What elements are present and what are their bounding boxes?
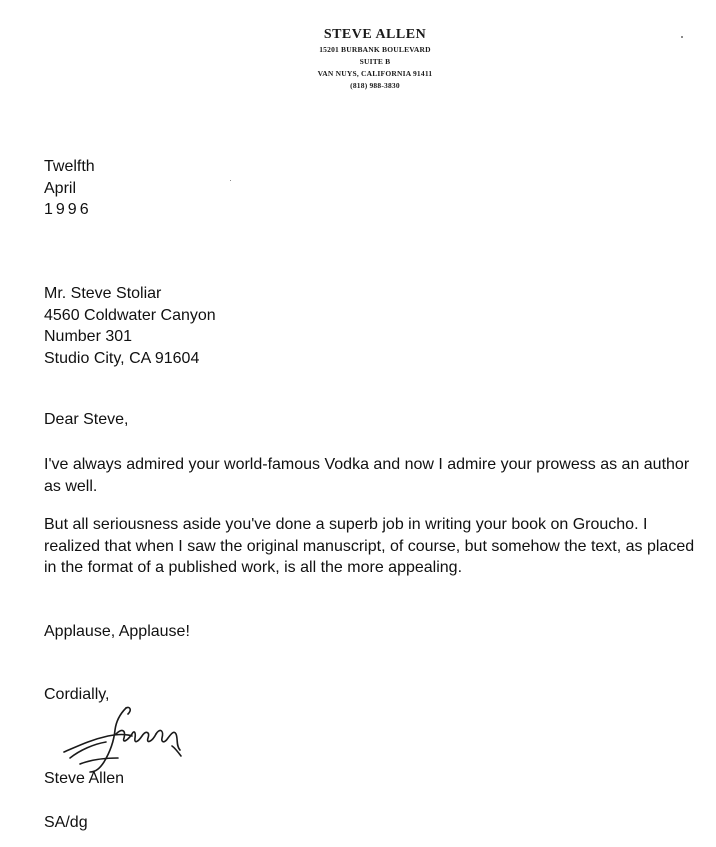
scan-speck xyxy=(681,36,683,38)
letterhead-city: VAN NUYS, CALIFORNIA 91411 xyxy=(317,69,433,78)
recipient-unit: Number 301 xyxy=(44,328,133,345)
letterhead-suite: SUITE B xyxy=(359,57,391,66)
typist-initials: SA/dg xyxy=(44,814,88,831)
recipient-city: Studio City, CA 91604 xyxy=(44,349,200,367)
scan-speck xyxy=(230,180,231,181)
closing: Cordially, xyxy=(44,686,110,703)
letterhead xyxy=(300,26,450,92)
body-paragraph-3: Applause, Applause! xyxy=(44,623,190,640)
salutation: Dear Steve, xyxy=(44,411,129,428)
date-month: April xyxy=(44,179,77,197)
recipient-address xyxy=(44,283,216,369)
body-paragraph-2: But all seriousness aside you've done a superb job in writing your book on Groucho. I realized that when I saw the original manuscript, of course, but somehow the text, as placed in the format of a published work, is all the more appealing. xyxy=(44,516,695,576)
letterhead-name: STEVE ALLEN xyxy=(323,27,427,42)
recipient-street: 4560 Coldwater Canyon xyxy=(44,306,216,324)
recipient-name: Mr. Steve Stoliar xyxy=(44,285,162,302)
date-day: Twelfth xyxy=(44,158,95,175)
letterhead-phone: (818) 988-3830 xyxy=(350,81,400,90)
letter-date xyxy=(44,156,95,221)
letterhead-street: 15201 BURBANK BOULEVARD xyxy=(319,45,431,54)
date-year: 1996 xyxy=(44,201,92,218)
body-paragraph-1: I've always admired your world-famous Vodka and now I admire your prowess as an author as well. xyxy=(44,456,690,495)
signature-name: Steve Allen xyxy=(44,770,125,787)
